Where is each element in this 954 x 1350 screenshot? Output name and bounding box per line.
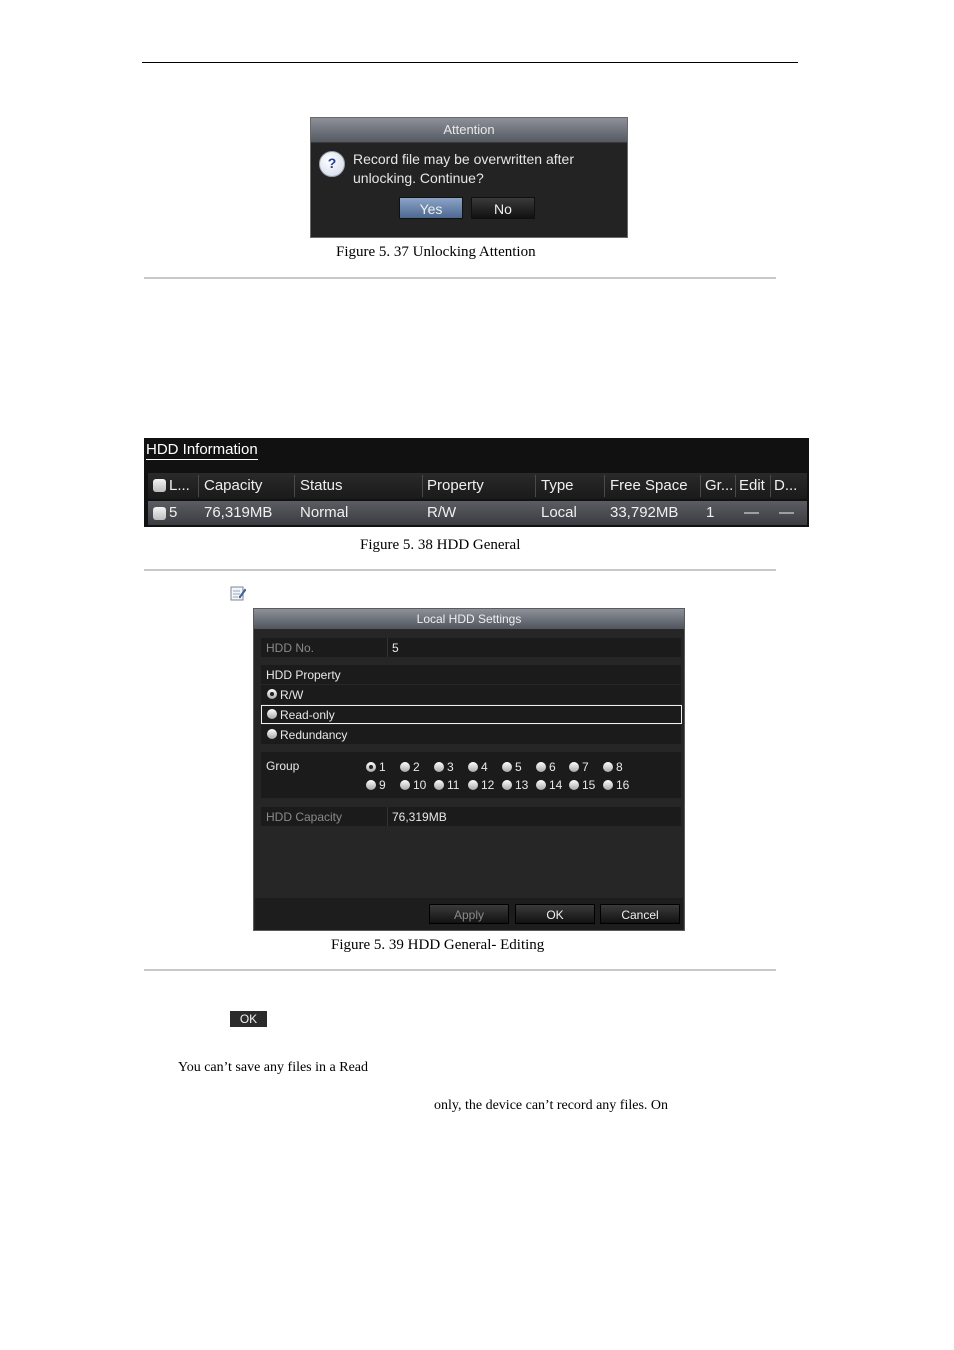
cell-label: 5 — [169, 504, 178, 521]
cell-status: Normal — [300, 504, 349, 521]
question-glyph: ? — [327, 155, 337, 171]
hdd-no-label: HDD No. — [266, 641, 315, 655]
group-label-11: 11 — [447, 778, 460, 792]
property-option-read-only[interactable] — [261, 705, 682, 724]
separator — [144, 277, 776, 279]
table-header — [148, 473, 807, 499]
group-label-12: 12 — [481, 778, 495, 792]
group-radio-5[interactable] — [502, 762, 512, 772]
hdd-information-panel — [144, 438, 809, 527]
hdd-property-label: HDD Property — [266, 668, 341, 682]
radio-read-only[interactable] — [267, 709, 277, 719]
dialog-message: Record file may be overwritten after unlocking. Continue? — [353, 151, 574, 186]
property-option-redundancy[interactable] — [261, 725, 681, 744]
edit-button[interactable]: — — [744, 504, 759, 521]
option-label: Read-only — [280, 708, 335, 722]
figure-caption-37: Figure 5. 37 Unlocking Attention — [336, 244, 536, 260]
yes-button[interactable]: Yes — [399, 197, 463, 219]
group-radio-2[interactable] — [400, 762, 410, 772]
col-header-status[interactable]: Status — [300, 477, 343, 494]
figure-caption-38: Figure 5. 38 HDD General — [360, 537, 521, 553]
option-label: Redundancy — [280, 728, 348, 742]
group-row — [261, 752, 681, 798]
col-header-property[interactable]: Property — [427, 477, 484, 494]
cell-group: 1 — [706, 504, 715, 521]
cancel-button[interactable]: Cancel — [600, 904, 680, 924]
radio-redundancy[interactable] — [267, 729, 277, 739]
hdd-property-header — [261, 665, 681, 684]
group-radio-7[interactable] — [569, 762, 579, 772]
hdd-capacity-label: HDD Capacity — [266, 810, 343, 824]
group-radio-13[interactable] — [502, 780, 512, 790]
dialog-title: Local HDD Settings — [254, 609, 684, 629]
dialog-title: Attention — [311, 118, 627, 143]
group-radio-15[interactable] — [569, 780, 579, 790]
separator — [144, 569, 776, 571]
group-radio-9[interactable] — [366, 780, 376, 790]
group-label-5: 5 — [515, 760, 522, 774]
group-label-2: 2 — [413, 760, 420, 774]
question-icon — [319, 151, 345, 177]
select-all-checkbox[interactable] — [153, 479, 166, 492]
row-checkbox[interactable] — [153, 507, 166, 520]
group-radio-3[interactable] — [434, 762, 444, 772]
group-radio-8[interactable] — [603, 762, 613, 772]
body-text-line-2: only, the device can’t record any files. On — [434, 1098, 669, 1113]
group-radio-11[interactable] — [434, 780, 444, 790]
group-label-15: 15 — [582, 778, 596, 792]
figure-caption-39: Figure 5. 39 HDD General- Editing — [331, 937, 545, 953]
cell-type: Local — [541, 504, 577, 521]
property-option-rw[interactable] — [261, 685, 681, 704]
local-hdd-settings-dialog — [253, 608, 685, 931]
attention-dialog — [310, 117, 628, 238]
group-label-8: 8 — [616, 760, 623, 774]
group-label-13: 13 — [515, 778, 529, 792]
group-label-10: 10 — [413, 778, 427, 792]
inline-ok-button: OK — [230, 1011, 267, 1027]
header-rule — [142, 62, 798, 63]
group-label-4: 4 — [481, 760, 488, 774]
apply-button[interactable]: Apply — [429, 904, 509, 924]
group-radio-4[interactable] — [468, 762, 478, 772]
col-header-edit[interactable]: Edit — [739, 477, 765, 494]
option-label: R/W — [280, 688, 304, 702]
body-text-line-1: You can’t save any files in a Read — [178, 1060, 368, 1075]
radio-rw[interactable] — [267, 689, 277, 699]
group-label-14: 14 — [549, 778, 563, 792]
separator — [144, 969, 776, 971]
cell-property: R/W — [427, 504, 457, 521]
group-radio-10[interactable] — [400, 780, 410, 790]
ok-button[interactable]: OK — [515, 904, 595, 924]
table-row[interactable] — [148, 501, 807, 525]
group-label-7: 7 — [582, 760, 589, 774]
col-header-l[interactable]: L... — [169, 477, 190, 494]
group-radio-6[interactable] — [536, 762, 546, 772]
group-label-1: 1 — [379, 760, 386, 774]
group-label-3: 3 — [447, 760, 454, 774]
cell-free-space: 33,792MB — [610, 504, 679, 521]
delete-button[interactable]: — — [779, 504, 794, 521]
col-header-delete[interactable]: D... — [774, 477, 798, 494]
col-header-type[interactable]: Type — [541, 477, 574, 494]
edit-icon — [230, 585, 246, 601]
hdd-no-value: 5 — [392, 641, 399, 655]
hdd-no-row — [261, 638, 681, 657]
group-label-16: 16 — [616, 778, 630, 792]
group-label: Group — [266, 759, 300, 773]
group-label-6: 6 — [549, 760, 556, 774]
group-radio-12[interactable] — [468, 780, 478, 790]
col-header-group[interactable]: Gr... — [705, 477, 734, 494]
group-label-9: 9 — [379, 778, 386, 792]
group-radio-16[interactable] — [603, 780, 613, 790]
col-header-capacity[interactable]: Capacity — [204, 477, 263, 494]
no-button[interactable]: No — [471, 197, 535, 219]
group-radio-1[interactable] — [366, 762, 376, 772]
group-radio-14[interactable] — [536, 780, 546, 790]
hdd-capacity-row — [261, 807, 681, 826]
hdd-information-title: HDD Information — [146, 441, 258, 458]
col-header-free-space[interactable]: Free Space — [610, 477, 688, 494]
hdd-capacity-value: 76,319MB — [392, 810, 447, 824]
cell-capacity: 76,319MB — [204, 504, 273, 521]
